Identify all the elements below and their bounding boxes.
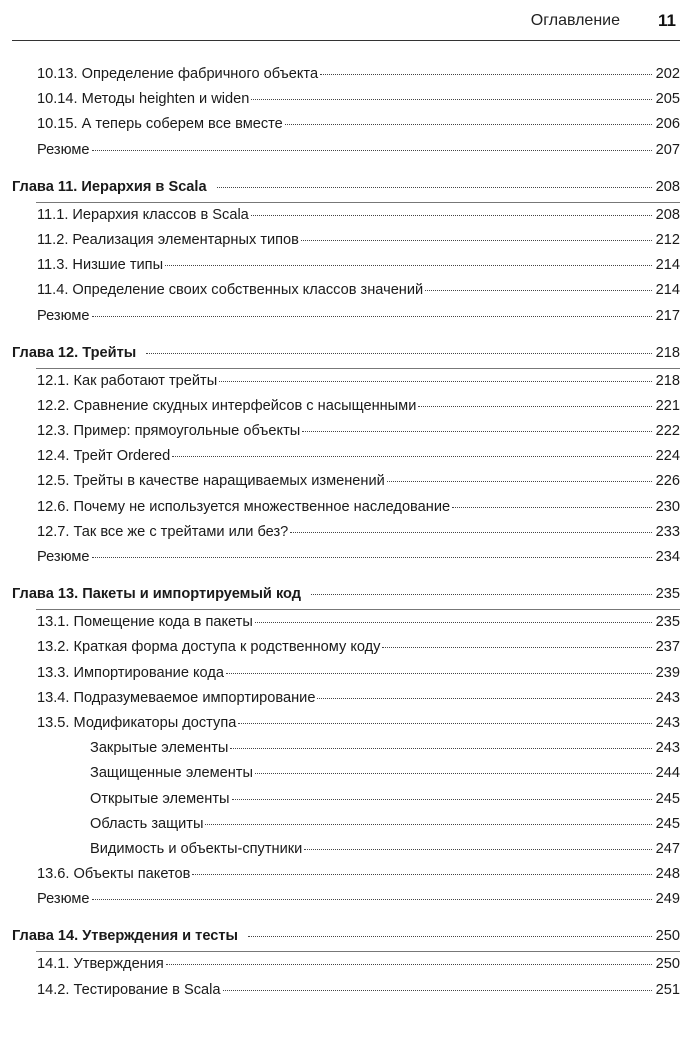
toc-entry-page: 235: [655, 614, 680, 631]
toc-entry[interactable]: [12, 87, 680, 112]
toc-subentry-page: 247: [655, 840, 680, 857]
toc-entry-label: 13.2. Краткая форма доступа к родственному коду: [37, 639, 381, 656]
toc-entry-label: 12.3. Пример: прямоугольные объекты: [37, 423, 301, 440]
toc-entry-page: 248: [655, 866, 680, 883]
toc-entry-page: 243: [655, 689, 680, 706]
running-header: [12, 8, 680, 41]
toc-subentry[interactable]: [12, 787, 680, 812]
header-page-number: 11: [658, 11, 676, 30]
toc-entry[interactable]: [12, 711, 680, 736]
dot-leader: [223, 989, 653, 991]
toc-subentry[interactable]: [12, 761, 680, 786]
toc-entry-label: 12.4. Трейт Ordered: [37, 448, 171, 465]
dot-leader: [217, 186, 652, 188]
toc-entry[interactable]: [12, 228, 680, 253]
toc-entry[interactable]: [12, 887, 680, 912]
chapter-heading-label: Глава 14. Утверждения и тесты: [12, 928, 238, 945]
toc-entry-label: 13.6. Объекты пакетов: [37, 866, 191, 883]
dot-leader: [205, 823, 652, 825]
toc-entry[interactable]: [12, 495, 680, 520]
toc-subentry-label: Видимость и объекты-спутники: [90, 840, 303, 857]
toc-entry-label: Резюме: [37, 549, 90, 565]
toc-subentry-label: Защищенные элементы: [90, 765, 253, 782]
chapter-heading[interactable]: [12, 175, 680, 200]
toc-entry-label: 11.2. Реализация элементарных типов: [37, 231, 299, 248]
dot-leader: [452, 506, 652, 508]
dot-leader: [255, 772, 652, 774]
chapter-heading-page: 235: [655, 586, 680, 603]
chapter-heading-page: 218: [655, 344, 680, 361]
toc-entry[interactable]: [12, 952, 680, 977]
dot-leader: [387, 480, 652, 482]
toc-entry[interactable]: [12, 686, 680, 711]
toc-entry-page: 251: [655, 981, 680, 998]
toc-entry[interactable]: [12, 278, 680, 303]
toc-entry-label: 11.4. Определение своих собственных классов значений: [37, 282, 424, 299]
dot-leader: [255, 621, 652, 623]
toc-entry-label: Резюме: [37, 891, 90, 908]
toc-entry-label: Резюме: [37, 141, 90, 158]
toc-entry-page: 208: [655, 206, 680, 223]
toc-entry[interactable]: [12, 253, 680, 278]
toc-entry-label: 14.2. Тестирование в Scala: [37, 981, 221, 998]
toc-subentry-label: Закрытые элементы: [90, 740, 229, 757]
toc-entry-label: 11.3. Низшие типы: [37, 257, 164, 274]
chapter-heading[interactable]: [12, 341, 680, 366]
dot-leader: [146, 352, 652, 354]
dot-leader: [285, 123, 652, 125]
toc-entry[interactable]: [12, 545, 680, 570]
toc-entry-label: 13.4. Подразумеваемое импортирование: [37, 689, 316, 706]
dot-leader: [290, 531, 652, 533]
dot-leader: [92, 898, 652, 900]
toc-entry-page: 218: [655, 372, 680, 389]
table-of-contents: [12, 62, 680, 1003]
toc-entry-label: 12.6. Почему не используется множественное наследование: [37, 498, 451, 515]
toc-entry-label: 14.1. Утверждения: [37, 956, 164, 973]
toc-entry-page: 233: [655, 523, 680, 540]
toc-entry-page: 206: [655, 116, 680, 133]
toc-entry-page: 221: [655, 397, 680, 414]
toc-entry-page: 205: [655, 91, 680, 108]
toc-entry-page: 202: [655, 66, 680, 82]
dot-leader: [317, 697, 652, 699]
toc-subentry-page: 244: [655, 765, 680, 782]
toc-entry-page: 214: [655, 257, 680, 274]
dot-leader: [311, 593, 652, 595]
dot-leader: [251, 214, 652, 216]
toc-entry[interactable]: [12, 62, 680, 87]
toc-entry-page: 224: [655, 448, 680, 465]
toc-entry-page: 212: [655, 231, 680, 248]
toc-subentry-page: 243: [655, 740, 680, 757]
dot-leader: [166, 963, 652, 965]
dot-leader: [304, 848, 652, 850]
dot-leader: [230, 747, 652, 749]
dot-leader: [92, 149, 652, 151]
header-title: Оглавление: [530, 12, 620, 29]
toc-entry-page: 239: [655, 664, 680, 681]
toc-entry-label: Резюме: [37, 307, 90, 324]
chapter-heading-label: Глава 13. Пакеты и импортируемый код: [12, 586, 302, 603]
dot-leader: [418, 405, 652, 407]
toc-entry[interactable]: [12, 978, 680, 1003]
toc-entry-label: 12.2. Сравнение скудных интерфейсов с насыщенными: [37, 397, 417, 414]
toc-subentry-page: 245: [655, 815, 680, 832]
toc-entry[interactable]: [12, 469, 680, 494]
toc-entry[interactable]: [12, 394, 680, 419]
toc-entry-label: 10.14. Методы heighten и widen: [37, 91, 250, 108]
toc-entry-label: 12.7. Так все же с трейтами или без?: [37, 523, 289, 540]
dot-leader: [232, 798, 652, 800]
dot-leader: [226, 672, 652, 674]
toc-entry-page: 243: [655, 714, 680, 731]
dot-leader: [172, 455, 652, 457]
toc-entry[interactable]: [12, 369, 680, 394]
dot-leader: [425, 289, 652, 291]
toc-subentry[interactable]: [12, 837, 680, 862]
toc-subentry-page: 245: [655, 790, 680, 807]
toc-entry-page: 226: [655, 473, 680, 490]
toc-entry[interactable]: [12, 112, 680, 137]
dot-leader: [192, 873, 652, 875]
toc-entry-page: 217: [655, 307, 680, 324]
toc-subentry[interactable]: [12, 736, 680, 761]
toc-entry-label: 13.3. Импортирование кода: [37, 664, 224, 681]
dot-leader: [219, 380, 652, 382]
dot-leader: [92, 556, 652, 558]
toc-entry-label: 12.5. Трейты в качестве наращиваемых изменений: [37, 473, 385, 490]
toc-entry[interactable]: [12, 138, 680, 163]
chapter-heading-label: Глава 12. Трейты: [12, 344, 137, 361]
toc-subentry[interactable]: [12, 812, 680, 837]
toc-entry-label: 13.1. Помещение кода в пакеты: [37, 614, 253, 631]
toc-entry-page: 222: [655, 423, 680, 440]
dot-leader: [92, 315, 652, 317]
dot-leader: [302, 430, 652, 432]
dot-leader: [382, 646, 652, 648]
dot-leader: [248, 935, 652, 937]
toc-entry-page: 250: [655, 956, 680, 973]
toc-entry[interactable]: [12, 419, 680, 444]
toc-entry[interactable]: [12, 520, 680, 545]
toc-entry[interactable]: [12, 661, 680, 686]
toc-subentry-label: Открытые элементы: [90, 790, 230, 807]
toc-entry-label: 11.1. Иерархия классов в Scala: [37, 206, 249, 223]
toc-entry[interactable]: [12, 862, 680, 887]
dot-leader: [301, 239, 652, 241]
toc-entry-page: 234: [655, 549, 680, 565]
chapter-heading[interactable]: [12, 582, 680, 607]
dot-leader: [165, 264, 652, 266]
toc-entry[interactable]: [12, 635, 680, 660]
dot-leader: [238, 722, 652, 724]
toc-entry[interactable]: [12, 610, 680, 635]
chapter-heading-page: 250: [655, 928, 680, 945]
chapter-heading-page: 208: [655, 178, 680, 195]
chapter-heading[interactable]: [12, 924, 680, 949]
toc-entry-page: 249: [655, 891, 680, 908]
dot-leader: [320, 73, 652, 75]
toc-entry-label: 12.1. Как работают трейты: [37, 372, 218, 389]
toc-entry-page: 230: [655, 498, 680, 515]
toc-subentry-label: Область защиты: [90, 815, 204, 832]
toc-entry[interactable]: [12, 203, 680, 228]
toc-entry-label: 13.5. Модификаторы доступа: [37, 714, 237, 731]
toc-entry[interactable]: [12, 444, 680, 469]
dot-leader: [251, 98, 652, 100]
toc-entry-page: 214: [655, 282, 680, 299]
toc-entry-label: 10.15. А теперь соберем все вместе: [37, 116, 283, 133]
toc-entry[interactable]: [12, 304, 680, 329]
toc-entry-label: 10.13. Определение фабричного объекта: [37, 66, 319, 82]
toc-entry-page: 207: [655, 141, 680, 158]
chapter-heading-label: Глава 11. Иерархия в Scala: [12, 178, 207, 195]
toc-entry-page: 237: [655, 639, 680, 656]
